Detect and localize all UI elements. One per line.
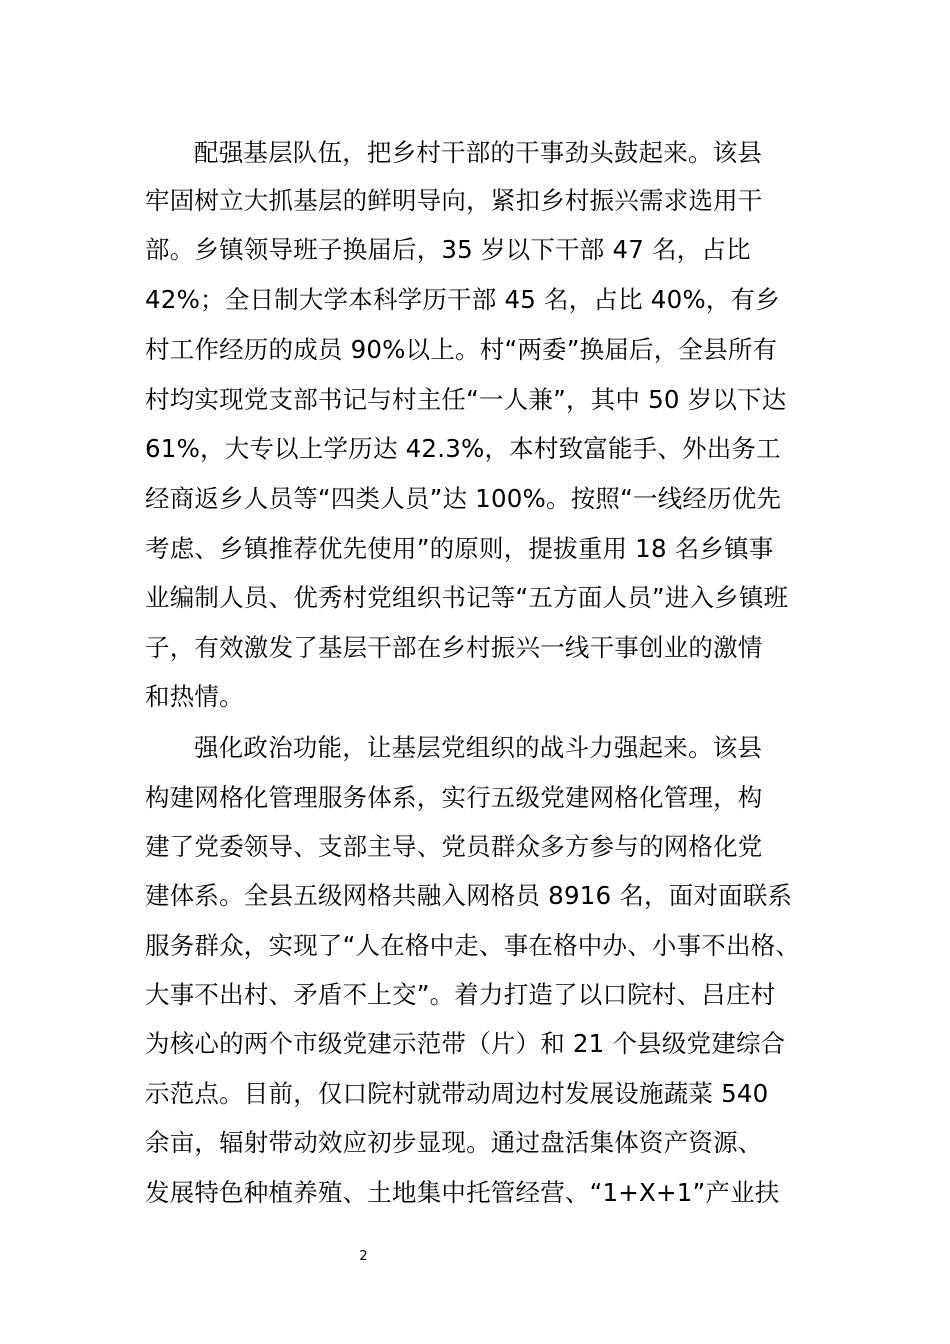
paragraph-2-line-2: 构建网格化管理服务体系，实行五级党建网格化管理，构 <box>145 783 763 812</box>
paragraph-2-line-6: 大事不出村、矛盾不上交”。着力打造了以口院村、吕庄村 <box>145 980 776 1009</box>
paragraph-1-line-5: 村工作经历的成员 90%以上。村“两委”换届后，全县所有 <box>145 335 778 364</box>
paragraph-1-line-4: 42%；全日制大学本科学历干部 45 名，占比 40%，有乡 <box>145 285 780 314</box>
paragraph-2-line-3: 建了党委领导、支部主导、党员群众多方参与的网格化党 <box>145 832 763 861</box>
page-number: 2 <box>359 1249 368 1264</box>
paragraph-2-line-4: 建体系。全县五级网格共融入网格员 8916 名，面对面联系 <box>145 881 793 910</box>
paragraph-1-line-9: 考虑、乡镇推荐优先使用”的原则，提拔重用 18 名乡镇事 <box>145 534 774 563</box>
paragraph-1-line-6: 村均实现党支部书记与村主任“一人兼”，其中 50 岁以下达 <box>145 385 787 414</box>
paragraph-1-line-7: 61%，大专以上学历达 42.3%，本村致富能手、外出务工 <box>145 434 781 463</box>
paragraph-2-line-5: 服务群众，实现了“人在格中走、事在格中办、小事不出格、 <box>145 931 801 960</box>
paragraph-2-line-9: 余亩，辐射带动效应初步显现。通过盘活集体资产资源、 <box>145 1128 763 1157</box>
paragraph-2-line-8: 示范点。目前，仅口院村就带动周边村发展设施蔬菜 540 <box>145 1079 769 1108</box>
paragraph-1-line-11: 子，有效激发了基层干部在乡村振兴一线干事创业的激情 <box>145 633 763 662</box>
paragraph-1-line-1: 配强基层队伍，把乡村干部的干事劲头鼓起来。该县 <box>194 138 763 167</box>
paragraph-1-line-2: 牢固树立大抓基层的鲜明导向，紧扣乡村振兴需求选用干 <box>145 186 763 215</box>
paragraph-1-line-10: 业编制人员、优秀村党组织书记等“五方面人员”进入乡镇班 <box>145 583 789 612</box>
paragraph-2-line-7: 为核心的两个市级党建示范带（片）和 21 个县级党建综合 <box>145 1029 786 1058</box>
paragraph-2-line-1: 强化政治功能，让基层党组织的战斗力强起来。该县 <box>194 733 763 762</box>
paragraph-1-line-12: 和热情。 <box>145 682 244 711</box>
paragraph-1-line-8: 经商返乡人员等“四类人员”达 100%。按照“一线经历优先 <box>145 484 782 513</box>
paragraph-2-line-10: 发展特色种植养殖、土地集中托管经营、“1+X+1”产业扶 <box>145 1178 780 1207</box>
paragraph-1-line-3: 部。乡镇领导班子换届后，35 岁以下干部 47 名，占比 <box>145 235 751 264</box>
